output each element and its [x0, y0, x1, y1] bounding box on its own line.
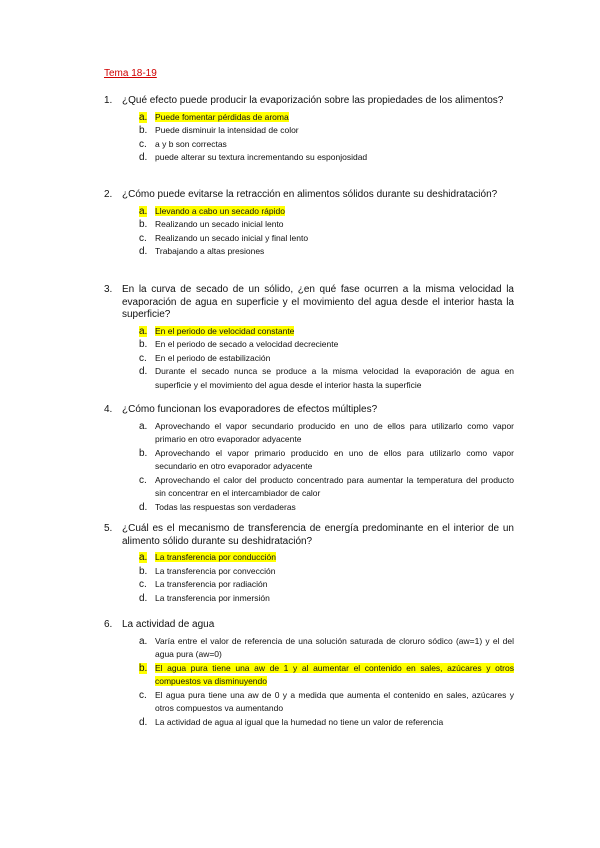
question-number: 1. — [104, 95, 113, 106]
option-letter — [139, 138, 155, 152]
answer-option — [139, 218, 514, 232]
answer-options — [139, 635, 514, 730]
answer-option — [139, 151, 514, 165]
option-text-content: La transferencia por conducción — [155, 552, 276, 562]
option-text — [155, 420, 514, 447]
option-letter-text: d. — [139, 152, 148, 163]
option-letter — [139, 689, 155, 716]
option-letter — [139, 124, 155, 138]
question-text: En la curva de secado de un sólido, ¿en qué fase ocurren a la misma velocidad la evaporación de agua en superficie y el movimiento del agua desde el interior hasta la superficie? — [122, 284, 514, 320]
answer-option — [139, 474, 514, 501]
question-number: 2. — [104, 189, 113, 200]
answer-option — [139, 447, 514, 474]
option-text-content: La transferencia por inmersión — [155, 592, 270, 603]
option-text-content: El agua pura tiene una aw de 0 y a medida que aumenta el contenido en sales, azúcares y otros compuestos va aumentando — [155, 689, 514, 713]
question-text: La actividad de agua — [122, 619, 215, 630]
option-letter-text: b. — [139, 662, 148, 674]
question-1 — [104, 95, 514, 165]
option-letter-text: c. — [139, 232, 147, 244]
option-letter-text: d. — [139, 592, 148, 604]
question-text: ¿Qué efecto puede producir la evaporización sobre las propiedades de los alimentos? — [122, 95, 504, 106]
option-letter — [139, 635, 155, 662]
question-6 — [104, 619, 514, 729]
question-number: 6. — [104, 619, 113, 630]
option-text-content: En el periodo de estabilización — [155, 352, 271, 363]
option-text — [155, 218, 514, 232]
option-text — [155, 352, 514, 366]
question-text: ¿Cómo puede evitarse la retracción en alimentos sólidos durante su deshidratación? — [122, 189, 498, 200]
option-text-content: Puede disminuir la intensidad de color — [155, 125, 299, 135]
option-text — [155, 232, 514, 246]
question-heading — [104, 619, 514, 632]
option-letter-text: b. — [139, 219, 148, 230]
option-text-content: Aprovechando el calor del producto concentrado para aumentar la temperatura del producto sin concentrar en el intercambiador de calor — [155, 474, 514, 498]
answer-option-correct — [139, 205, 514, 219]
option-letter-text: a. — [139, 420, 148, 432]
answer-option — [139, 501, 514, 515]
option-text — [155, 338, 514, 352]
option-text-content: Aprovechando el vapor secundario producido en uno de ellos para utilizarlo como vapor primario en otro evaporador adyacente — [155, 420, 514, 444]
option-text — [155, 205, 514, 219]
option-letter-text: a. — [139, 111, 148, 123]
answer-option-correct — [139, 111, 514, 125]
option-letter — [139, 551, 155, 565]
option-letter-text: c. — [139, 579, 147, 590]
answer-option — [139, 138, 514, 152]
option-text-content: La transferencia por radiación — [155, 579, 268, 589]
answer-option — [139, 420, 514, 447]
option-text — [155, 474, 514, 501]
answer-options — [139, 111, 514, 165]
option-letter — [139, 151, 155, 165]
question-2 — [104, 189, 514, 259]
option-text — [155, 245, 514, 259]
option-letter — [139, 474, 155, 501]
option-letter — [139, 501, 155, 515]
answer-options — [139, 420, 514, 515]
option-letter — [139, 205, 155, 219]
option-letter-text: b. — [139, 125, 148, 136]
option-letter — [139, 365, 155, 392]
option-letter-text: d. — [139, 716, 148, 728]
option-text — [155, 111, 514, 125]
option-text-content: El agua pura tiene una aw de 1 y al aumentar el contenido en sales, azúcares y otros compuestos va disminuyendo — [155, 662, 514, 686]
option-text-content: a y b son correctas — [155, 138, 227, 149]
option-letter — [139, 420, 155, 447]
option-text-content: Aprovechando el vapor primario producido en uno de ellos para utilizarlo como vapor secundario en otro evaporador adyacente — [155, 447, 514, 471]
answer-option-correct — [139, 662, 514, 689]
option-text-content: Realizando un secado inicial y final lento — [155, 232, 309, 243]
option-letter-text: b. — [139, 565, 148, 577]
answer-option — [139, 565, 514, 579]
question-heading — [104, 95, 514, 108]
option-text — [155, 124, 514, 138]
option-text — [155, 635, 514, 662]
answer-option — [139, 689, 514, 716]
option-letter — [139, 218, 155, 232]
option-text — [155, 325, 514, 339]
option-letter-text: c. — [139, 689, 147, 701]
option-text-content: Todas las respuestas son verdaderas — [155, 501, 296, 512]
answer-option — [139, 245, 514, 259]
question-heading — [104, 284, 514, 322]
question-4 — [104, 404, 514, 514]
option-text-content: puede alterar su textura incrementando su esponjosidad — [155, 152, 368, 162]
option-text-content: La transferencia por convección — [155, 565, 276, 576]
option-letter-text: a. — [139, 205, 148, 217]
option-letter — [139, 245, 155, 259]
answer-option — [139, 338, 514, 352]
question-heading — [104, 189, 514, 202]
answer-option — [139, 232, 514, 246]
question-5 — [104, 523, 514, 605]
answer-option — [139, 592, 514, 606]
question-text: ¿Cuál es el mecanismo de transferencia de energía predominante en el interior de un alimento sólido durante su deshidratación? — [122, 523, 514, 547]
option-letter-text: a. — [139, 635, 148, 647]
question-text: ¿Cómo funcionan los evaporadores de efectos múltiples? — [122, 404, 378, 415]
question-heading — [104, 404, 514, 417]
option-letter — [139, 111, 155, 125]
option-letter — [139, 565, 155, 579]
option-letter-text: a. — [139, 325, 148, 337]
option-letter-text: b. — [139, 447, 148, 459]
option-text-content: En el periodo de velocidad constante — [155, 325, 295, 336]
option-letter — [139, 716, 155, 730]
option-letter — [139, 325, 155, 339]
question-number: 3. — [104, 284, 113, 295]
option-letter — [139, 232, 155, 246]
option-text — [155, 365, 514, 392]
option-text — [155, 138, 514, 152]
document-title: Tema 18-19 — [104, 68, 157, 79]
option-text-content: Durante el secado nunca se produce a la misma velocidad la evaporación de agua en superficie y el movimiento del agua desde el interior hasta la superficie — [155, 366, 514, 390]
option-letter — [139, 447, 155, 474]
answer-option — [139, 352, 514, 366]
option-text — [155, 501, 514, 515]
option-letter-text: d. — [139, 366, 148, 377]
option-text-content: Trabajando a altas presiones — [155, 246, 265, 256]
question-heading — [104, 523, 514, 548]
option-letter — [139, 352, 155, 366]
answer-option-correct — [139, 551, 514, 565]
option-text-content: En el periodo de secado a velocidad decreciente — [155, 339, 339, 349]
option-letter-text: b. — [139, 339, 148, 350]
option-text-content: Llevando a cabo un secado rápido — [155, 205, 285, 216]
option-letter-text: d. — [139, 246, 148, 257]
option-text — [155, 551, 514, 565]
answer-option — [139, 578, 514, 592]
answer-option-correct — [139, 325, 514, 339]
option-text-content: Varía entre el valor de referencia de una solución saturada de cloruro sódico (aw=1) y el del agua pura (aw=0) — [155, 635, 514, 659]
answer-options — [139, 325, 514, 393]
option-letter-text: d. — [139, 501, 148, 513]
option-letter — [139, 662, 155, 689]
answer-option — [139, 635, 514, 662]
answer-option — [139, 716, 514, 730]
option-text — [155, 578, 514, 592]
option-text — [155, 689, 514, 716]
question-3 — [104, 284, 514, 392]
option-text-content: Puede fomentar pérdidas de aroma — [155, 111, 289, 122]
answer-option — [139, 365, 514, 392]
answer-options — [139, 551, 514, 605]
answer-options — [139, 205, 514, 259]
question-number: 5. — [104, 523, 113, 534]
option-text — [155, 151, 514, 165]
option-letter — [139, 592, 155, 606]
option-text — [155, 565, 514, 579]
option-letter-text: c. — [139, 138, 147, 150]
question-number: 4. — [104, 404, 113, 415]
option-letter-text: a. — [139, 552, 148, 563]
option-letter — [139, 578, 155, 592]
option-text — [155, 592, 514, 606]
option-text — [155, 662, 514, 689]
option-letter-text: c. — [139, 352, 147, 364]
answer-option — [139, 124, 514, 138]
option-text-content: La actividad de agua al igual que la humedad no tiene un valor de referencia — [155, 716, 444, 727]
option-text — [155, 716, 514, 730]
option-letter — [139, 338, 155, 352]
option-text — [155, 447, 514, 474]
option-letter-text: c. — [139, 474, 147, 486]
option-text-content: Realizando un secado inicial lento — [155, 219, 284, 229]
